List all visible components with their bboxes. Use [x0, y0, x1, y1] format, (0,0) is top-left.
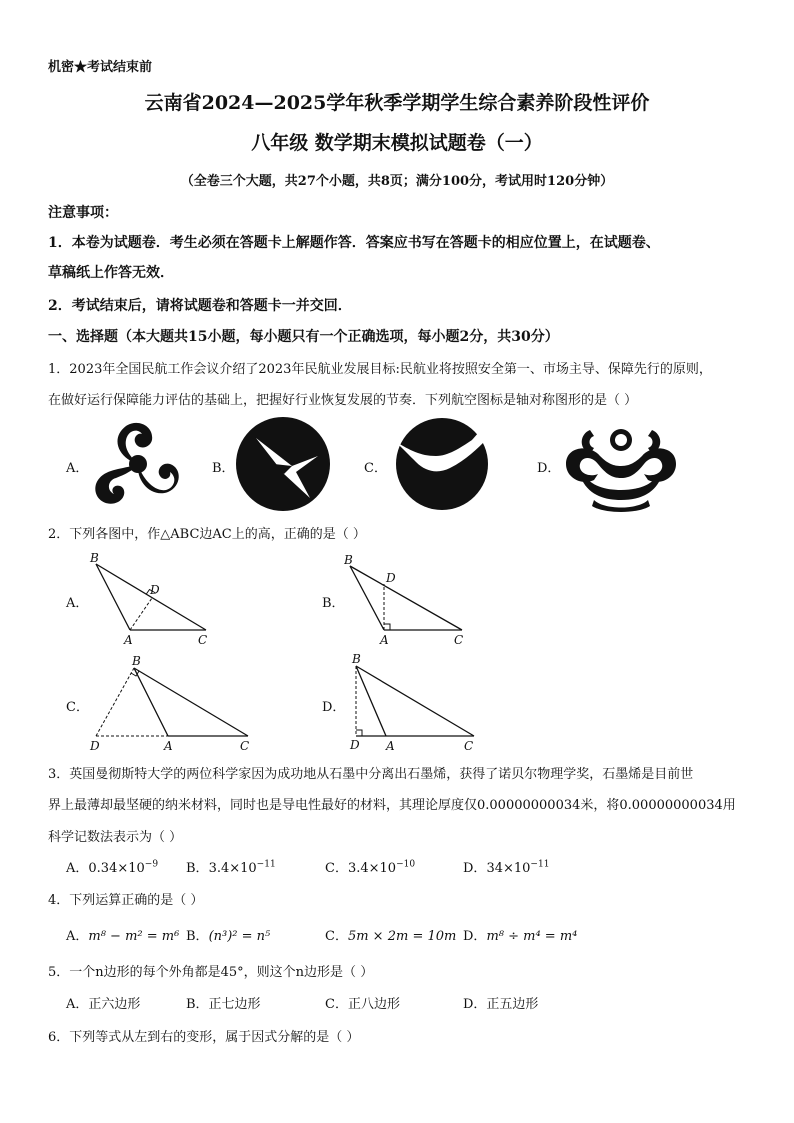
q2-figure-b [344, 550, 474, 650]
option-label: A． [66, 929, 89, 944]
q4-option-b [186, 925, 270, 944]
q5-stem: 5．一个n边形的每个外角都是45°，则这个n边形是（ ） [48, 965, 374, 980]
q4-option-c [325, 925, 456, 944]
option-base: 34×10 [486, 861, 531, 876]
option-base: 0.34×10 [88, 861, 145, 876]
option-exponent: −11 [256, 859, 276, 870]
point-c-label: C [198, 633, 208, 647]
q3-option-d [463, 857, 549, 876]
exam-subtitle-title: 八年级 数学期末模拟试题卷（一） [251, 132, 543, 154]
triskelion-logo-icon [88, 418, 188, 510]
q3-line2: 界上最薄却最坚硬的纳米材料，同时也是导电性最好的材料，其理论厚度仅0.00000000034米，将0.00000000034用 [48, 798, 736, 813]
note-1b: 草稿纸上作答无效． [48, 265, 174, 281]
q1-option-c: C． [364, 461, 387, 476]
exam-title: 云南省2024—2025学年秋季学期学生综合素养阶段性评价 [144, 92, 650, 114]
option-base: 3.4×10 [347, 861, 397, 876]
q3-option-c [325, 857, 415, 876]
point-d-label: D [90, 739, 100, 753]
point-b-label: B [90, 551, 99, 565]
option-label: B． [186, 861, 209, 876]
point-a-label: A [124, 633, 133, 647]
note-1a: 1．本卷为试题卷．考生必须在答题卡上解题作答．答案应书写在答题卡的相应位置上，在试题卷、 [48, 235, 660, 251]
q4-stem: 4．下列运算正确的是（ ） [48, 893, 204, 908]
q3-option-a [66, 857, 158, 876]
auspicious-cloud-logo-icon [560, 416, 682, 512]
eastern-airlines-logo-icon [234, 416, 332, 512]
q1-option-d: D． [537, 461, 561, 476]
q4-option-a [66, 925, 179, 944]
crane-bird-logo-icon [386, 412, 508, 512]
option-label: D． [463, 929, 487, 944]
q1-line1: 1．2023年全国民航工作会议介绍了2023年民航业发展目标:民航业将按照安全第一、市场主导、保障先行的原则， [48, 362, 712, 377]
q2-option-c: C． [66, 700, 89, 715]
section-1-heading: 一、选择题（本大题共15小题，每小题只有一个正确选项，每小题2分，共30分） [48, 329, 559, 345]
q2-stem: 2．下列各图中，作△ABC边AC上的高，正确的是（ ） [48, 527, 366, 542]
q5-option-d: D．正五边形 [463, 997, 539, 1012]
point-c-label: C [240, 739, 250, 753]
option-label: B． [186, 929, 209, 944]
point-a-label: A [386, 739, 395, 753]
point-a-label: A [380, 633, 389, 647]
exam-info: （全卷三个大题，共27个小题，共8页；满分100分，考试用时120分钟） [180, 174, 614, 189]
q1-line2: 在做好运行保障能力评估的基础上，把握好行业恢复发展的节奏．下列航空图标是轴对称图形的是（ ） [48, 393, 638, 408]
option-expression: (n³)² = n⁵ [208, 929, 271, 944]
q5-option-c: C．正八边形 [325, 997, 400, 1012]
q3-option-b [186, 857, 276, 876]
notes-heading: 注意事项： [48, 205, 118, 221]
q3-line3: 科学记数法表示为（ ） [48, 830, 183, 845]
point-d-label: D [150, 583, 160, 597]
note-2: 2．考试结束后，请将试题卷和答题卡一并交回． [48, 298, 352, 314]
q5-option-a: A．正六边形 [66, 997, 141, 1012]
secret-label: 机密★考试结束前 [48, 60, 153, 75]
point-b-label: B [132, 654, 141, 668]
option-base: 3.4×10 [208, 861, 257, 876]
q2-option-b: B． [322, 596, 345, 611]
option-label: A． [66, 861, 89, 876]
point-c-label: C [454, 633, 464, 647]
q4-option-d [463, 925, 577, 944]
point-b-label: B [352, 652, 361, 666]
q3-line1: 3．英国曼彻斯特大学的两位科学家因为成功地从石墨中分离出石墨烯，获得了诺贝尔物理学奖，石墨烯是目前世 [48, 767, 694, 782]
option-label: C． [325, 861, 348, 876]
point-b-label: B [344, 553, 353, 567]
q2-option-a: A． [66, 596, 89, 611]
q2-figure-c [88, 652, 258, 754]
option-exponent: −10 [396, 859, 416, 870]
option-label: D． [463, 861, 487, 876]
option-expression: m⁸ − m² = m⁶ [88, 929, 180, 944]
q2-option-d: D． [322, 700, 346, 715]
q1-option-a: A． [66, 461, 89, 476]
point-c-label: C [464, 739, 474, 753]
option-exponent: −9 [144, 859, 159, 870]
option-exponent: −11 [530, 859, 550, 870]
q5-option-b: B．正七边形 [186, 997, 261, 1012]
point-a-label: A [164, 739, 173, 753]
point-d-label: D [386, 571, 396, 585]
q2-figure-a [88, 550, 218, 650]
q6-stem: 6．下列等式从左到右的变形，属于因式分解的是（ ） [48, 1030, 360, 1045]
option-label: C． [325, 929, 348, 944]
point-d-label: D [350, 738, 360, 752]
q2-figure-d [344, 652, 484, 754]
option-expression: m⁸ ÷ m⁴ = m⁴ [486, 929, 578, 944]
q1-option-b: B． [212, 461, 235, 476]
option-expression: 5m × 2m = 10m [347, 929, 457, 944]
